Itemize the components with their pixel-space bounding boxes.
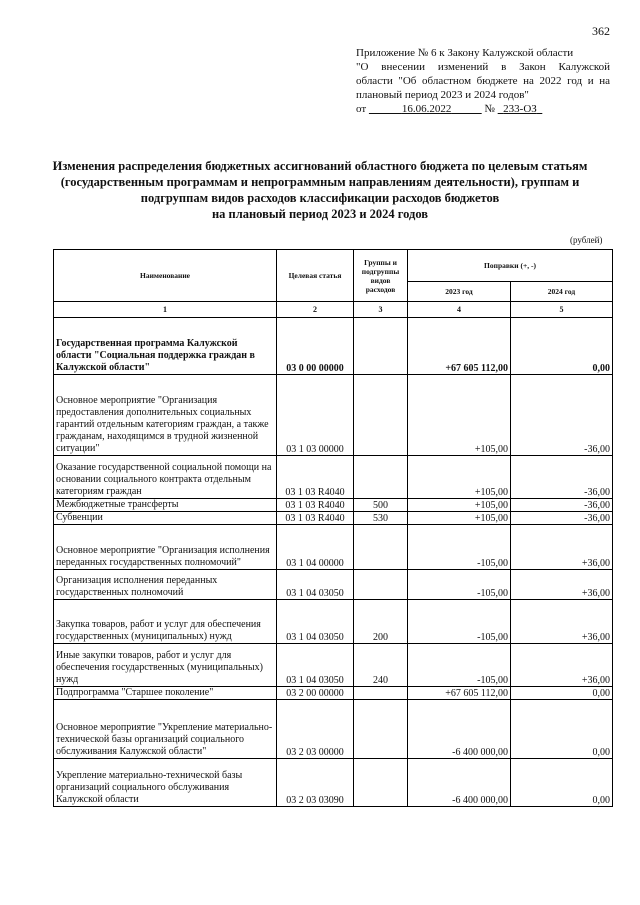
- row-target: 03 1 03 R4040: [277, 456, 354, 499]
- table-row: [54, 700, 613, 759]
- row-name: Межбюджетные трансферты: [54, 499, 277, 512]
- row-target: 03 1 04 03050: [277, 644, 354, 687]
- row-group: 200: [354, 600, 408, 644]
- table-row: [54, 456, 613, 499]
- row-name: Государственная программа Калужской области "Социальная поддержка граждан в Калужской области": [54, 318, 277, 375]
- column-index-row: [54, 302, 613, 318]
- row-group: [354, 456, 408, 499]
- row-2023: +67 605 112,00: [408, 687, 511, 700]
- appendix-line-4: плановый период 2023 и 2024 годов": [356, 89, 529, 101]
- row-2023: +105,00: [408, 499, 511, 512]
- number-prefix: №: [484, 103, 495, 115]
- row-target: 03 1 04 03050: [277, 570, 354, 600]
- row-name: Оказание государственной социальной помощи на основании социального контракта отдельным категориям граждан: [54, 456, 277, 499]
- row-name: Подпрограмма "Старшее поколение": [54, 687, 277, 700]
- row-name: Иные закупки товаров, работ и услуг для обеспечения государственных (муниципальных) нужд: [54, 644, 277, 687]
- row-group: [354, 570, 408, 600]
- law-date-number: [356, 102, 610, 116]
- appendix-line-3: области "Об областном бюджете на 2022 год и на: [356, 75, 610, 87]
- index-cell: 4: [408, 302, 511, 318]
- row-2023: +105,00: [408, 512, 511, 525]
- row-2024: +36,00: [511, 525, 613, 570]
- header-groups: Группы и подгруппы видов расходов: [354, 250, 408, 302]
- table-row: [54, 525, 613, 570]
- row-target: 03 1 03 00000: [277, 375, 354, 456]
- index-cell: 1: [54, 302, 277, 318]
- table-row: [54, 499, 613, 512]
- table-row: [54, 570, 613, 600]
- row-target: 03 0 00 00000: [277, 318, 354, 375]
- row-2024: +36,00: [511, 644, 613, 687]
- title-line-4: на плановый период 2023 и 2024 годов: [211, 207, 429, 221]
- row-2024: -36,00: [511, 456, 613, 499]
- row-target: 03 1 03 R4040: [277, 512, 354, 525]
- row-group: [354, 687, 408, 700]
- header-name: Наименование: [54, 250, 277, 302]
- row-name: Укрепление материально-технической базы организаций социального обслуживания Калужской области: [54, 759, 277, 807]
- header-2024: 2024 год: [511, 282, 613, 302]
- table-row: [54, 644, 613, 687]
- date-prefix: от: [356, 103, 367, 115]
- index-cell: 2: [277, 302, 354, 318]
- appendix-header: [356, 46, 610, 116]
- row-target: 03 2 03 03090: [277, 759, 354, 807]
- index-cell: 5: [511, 302, 613, 318]
- index-cell: 3: [354, 302, 408, 318]
- units-label: (рублей): [570, 235, 603, 245]
- row-target: 03 2 03 00000: [277, 700, 354, 759]
- row-2024: -36,00: [511, 512, 613, 525]
- row-group: [354, 318, 408, 375]
- title-line-2: (государственным программам и непрограммным направлениям деятельности), группам и: [60, 175, 580, 189]
- row-2024: 0,00: [511, 318, 613, 375]
- title-line-3: подгруппам видов расходов классификации расходов бюджетов: [140, 191, 500, 205]
- table-row: [54, 759, 613, 807]
- row-2023: -105,00: [408, 525, 511, 570]
- header-2023: 2023 год: [408, 282, 511, 302]
- row-name: Основное мероприятие "Организация исполнения переданных государственных полномочий": [54, 525, 277, 570]
- row-group: 530: [354, 512, 408, 525]
- row-2024: +36,00: [511, 600, 613, 644]
- row-name: Закупка товаров, работ и услуг для обеспечения государственных (муниципальных) нужд: [54, 600, 277, 644]
- appendix-line-2: "О внесении изменений в Закон Калужской: [356, 61, 610, 73]
- row-target: 03 2 00 00000: [277, 687, 354, 700]
- row-group: [354, 700, 408, 759]
- budget-table: [53, 249, 613, 807]
- row-2023: +105,00: [408, 375, 511, 456]
- table-row: [54, 687, 613, 700]
- row-group: [354, 375, 408, 456]
- table-row: [54, 318, 613, 375]
- row-name: Основное мероприятие "Организация предоставления дополнительных социальных гарантий отдельным категориям граждан, а также гражданам, находящимся в трудной жизненной ситуации": [54, 375, 277, 456]
- law-number: 233-ОЗ: [503, 103, 537, 115]
- table-row: [54, 600, 613, 644]
- table-row: [54, 512, 613, 525]
- header-target: Целевая статья: [277, 250, 354, 302]
- row-group: [354, 525, 408, 570]
- row-target: 03 1 04 03050: [277, 600, 354, 644]
- row-2023: -6 400 000,00: [408, 700, 511, 759]
- row-2024: 0,00: [511, 687, 613, 700]
- header-amendments: Поправки (+, -): [408, 250, 613, 282]
- row-2023: -105,00: [408, 570, 511, 600]
- law-date: 16.06.2022: [401, 103, 452, 115]
- title-line-1: Изменения распределения бюджетных ассигнований областного бюджета по целевым статьям: [52, 159, 588, 173]
- row-target: 03 1 03 R4040: [277, 499, 354, 512]
- row-2023: -6 400 000,00: [408, 759, 511, 807]
- row-2023: -105,00: [408, 600, 511, 644]
- row-name: Основное мероприятие "Укрепление материально-технической базы организаций социального обслуживания Калужской области": [54, 700, 277, 759]
- row-2023: +67 605 112,00: [408, 318, 511, 375]
- row-target: 03 1 04 00000: [277, 525, 354, 570]
- row-2024: +36,00: [511, 570, 613, 600]
- row-name: Субвенции: [54, 512, 277, 525]
- row-2024: -36,00: [511, 499, 613, 512]
- row-2024: -36,00: [511, 375, 613, 456]
- row-2024: 0,00: [511, 700, 613, 759]
- table-row: [54, 375, 613, 456]
- row-name: Организация исполнения переданных государственных полномочий: [54, 570, 277, 600]
- row-2023: +105,00: [408, 456, 511, 499]
- appendix-line-1: Приложение № 6 к Закону Калужской области: [356, 47, 574, 59]
- row-group: 240: [354, 644, 408, 687]
- row-2024: 0,00: [511, 759, 613, 807]
- page-number: 362: [592, 24, 610, 38]
- row-group: 500: [354, 499, 408, 512]
- row-2023: -105,00: [408, 644, 511, 687]
- row-group: [354, 759, 408, 807]
- document-title: [40, 158, 600, 222]
